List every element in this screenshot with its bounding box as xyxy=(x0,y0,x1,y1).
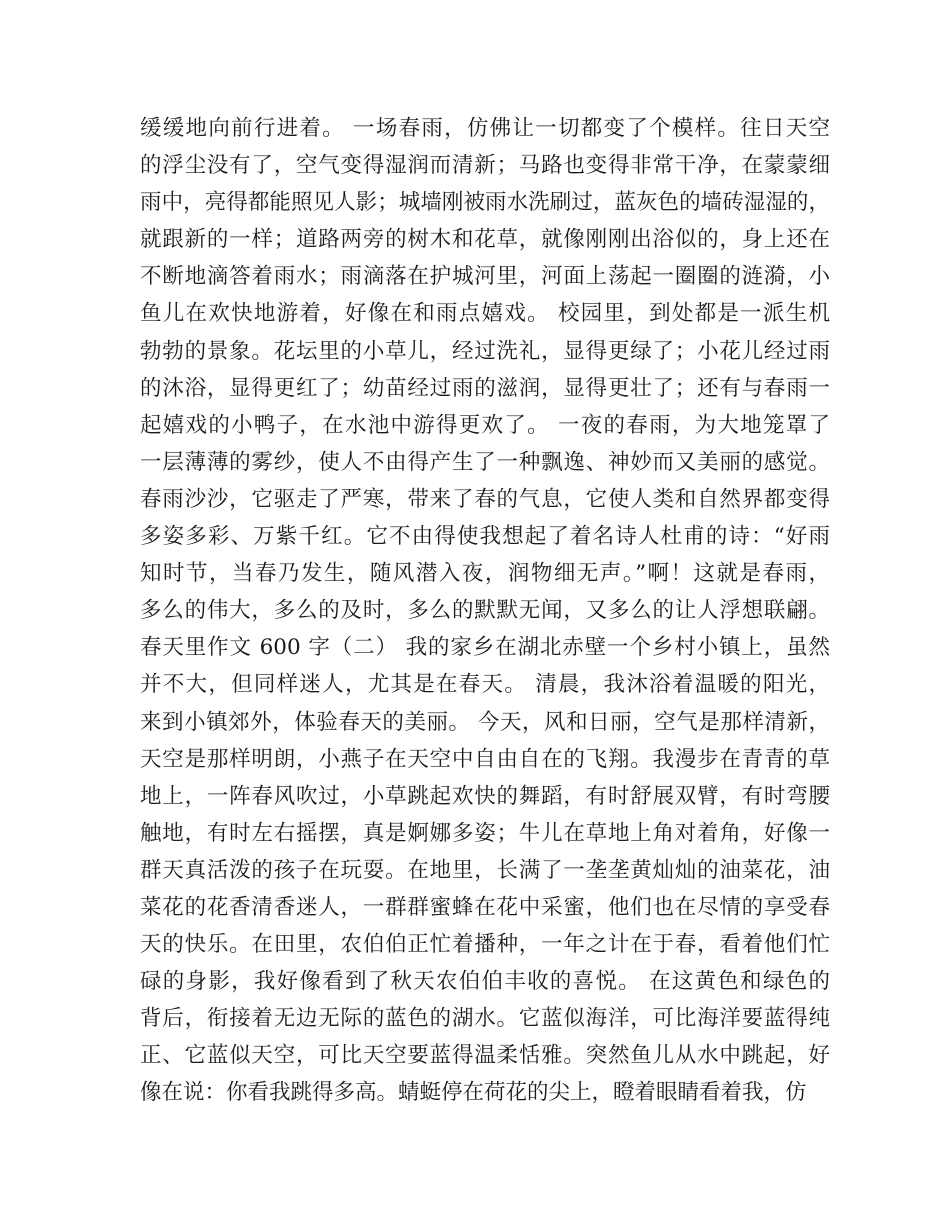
text-line: 雨中，亮得都能照见人影；城墙刚被雨水洗刷过，蓝灰色的墙砖湿湿的， xyxy=(140,190,830,216)
essay-text-block xyxy=(140,110,830,1112)
text-line: 春雨沙沙，它驱走了严寒，带来了春的气息，它使人类和自然界都变得 xyxy=(140,486,830,512)
text-line: 并不大，但同样迷人，尤其是在春天。 清晨，我沐浴着温暖的阳光， xyxy=(140,672,830,698)
text-line: 多姿多彩、万紫千红。它不由得使我想起了着名诗人杜甫的诗：“好雨 xyxy=(140,524,830,550)
text-line: 的沐浴，显得更红了；幼苗经过雨的滋润，显得更壮了；还有与春雨一 xyxy=(140,375,830,401)
text-line: 一层薄薄的雾纱，使人不由得产生了一种飘逸、神妙而又美丽的感觉。 xyxy=(140,449,830,475)
text-line: 地上，一阵春风吹过，小草跳起欢快的舞蹈，有时舒展双臂，有时弯腰 xyxy=(140,783,830,809)
text-line: 天的快乐。在田里，农伯伯正忙着播种，一年之计在于春，看着他们忙 xyxy=(140,932,830,958)
text-line: 群天真活泼的孩子在玩耍。在地里，长满了一垄垄黄灿灿的油菜花，油 xyxy=(140,857,830,883)
text-line: 多么的伟大，多么的及时，多么的默默无闻，又多么的让人浮想联翩。 xyxy=(140,598,830,624)
text-line: 的浮尘没有了，空气变得湿润而清新；马路也变得非常干净，在蒙蒙细 xyxy=(140,153,830,179)
text-line: 就跟新的一样；道路两旁的树木和花草，就像刚刚出浴似的，身上还在 xyxy=(140,227,830,253)
text-line: 来到小镇郊外，体验春天的美丽。 今天，风和日丽，空气是那样清新， xyxy=(140,709,830,735)
text-line: 天空是那样明朗，小燕子在天空中自由自在的飞翔。我漫步在青青的草 xyxy=(140,746,830,772)
section-heading-line: 春天里作文 600 字（二） 我的家乡在湖北赤壁一个乡村小镇上，虽然 xyxy=(140,635,830,661)
text-line: 背后，衔接着无边无际的蓝色的湖水。它蓝似海洋，可比海洋要蓝得纯 xyxy=(140,1006,830,1032)
text-line: 菜花的花香清香迷人，一群群蜜蜂在花中采蜜，他们也在尽情的享受春 xyxy=(140,894,830,920)
text-line: 起嬉戏的小鸭子，在水池中游得更欢了。 一夜的春雨，为大地笼罩了 xyxy=(140,412,830,438)
text-line: 碌的身影，我好像看到了秋天农伯伯丰收的喜悦。 在这黄色和绿色的 xyxy=(140,969,830,995)
text-line: 缓缓地向前行进着。 一场春雨，仿佛让一切都变了个模样。往日天空 xyxy=(140,116,830,141)
text-line: 触地，有时左右摇摆，真是婀娜多姿；牛儿在草地上角对着角，好像一 xyxy=(140,820,830,846)
text-line: 勃勃的景象。花坛里的小草儿，经过洗礼，显得更绿了；小花儿经过雨 xyxy=(140,338,830,364)
text-line: 知时节，当春乃发生，随风潜入夜，润物细无声。”啊！这就是春雨， xyxy=(140,561,830,587)
text-line: 不断地滴答着雨水；雨滴落在护城河里，河面上荡起一圈圈的涟漪，小 xyxy=(140,264,830,290)
text-line: 像在说：你看我跳得多高。蜻蜓停在荷花的尖上，瞪着眼睛看着我，仿 xyxy=(140,1080,807,1106)
text-line: 鱼儿在欢快地游着，好像在和雨点嬉戏。 校园里，到处都是一派生机 xyxy=(140,301,830,327)
text-line: 正、它蓝似天空，可比天空要蓝得温柔恬雅。突然鱼儿从水中跳起，好 xyxy=(140,1043,830,1069)
